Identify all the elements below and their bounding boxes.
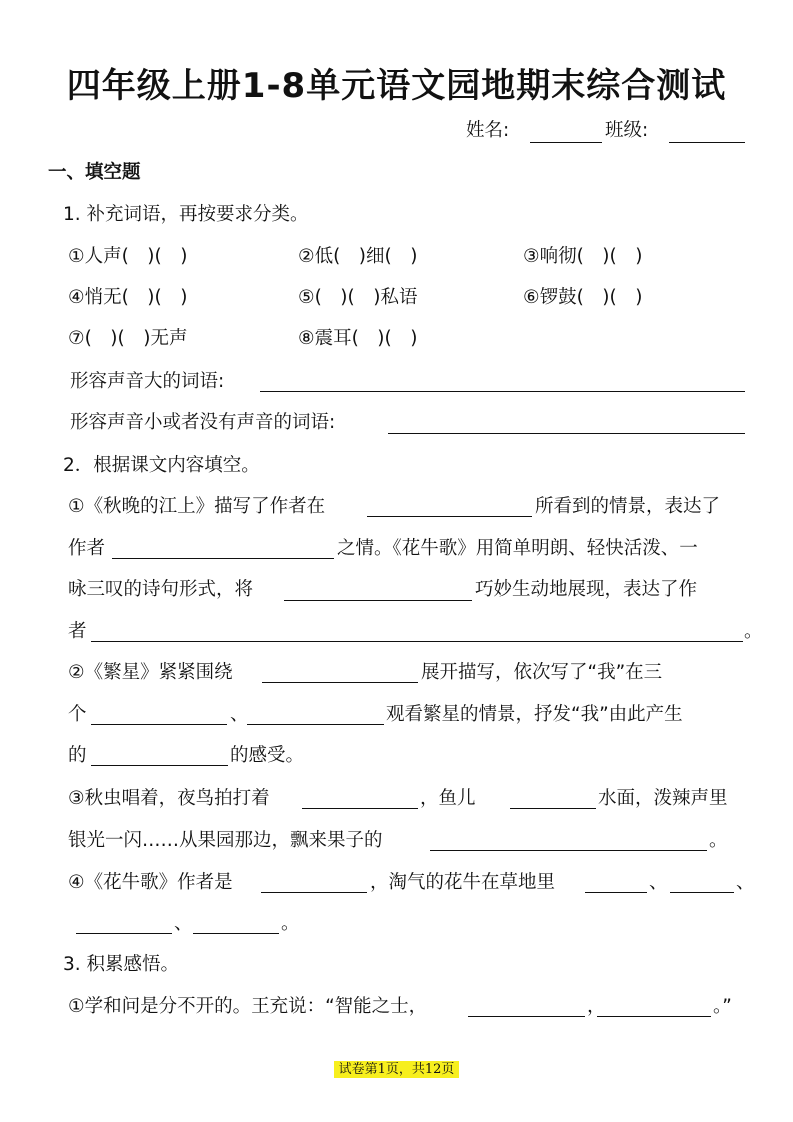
q2-p1-text-e: 咏三叹的诗句形式，将	[68, 579, 254, 600]
q2-p4-blank-3[interactable]	[670, 892, 734, 893]
page-footer	[0, 1058, 793, 1077]
q2-p2-blank-4[interactable]	[91, 765, 228, 766]
q2-p2-blank-2[interactable]	[91, 724, 227, 725]
q2-p1-blank-3[interactable]	[284, 600, 472, 601]
q1-item-5: ⑤( )( )私语	[298, 287, 418, 308]
section-heading: 一、填空题	[48, 162, 141, 183]
q3-p1-text-b: ，	[587, 996, 606, 1017]
q2-p1-text-d: 之情。《花牛歌》用简单明朗、轻快活泼、一	[337, 538, 698, 559]
q2-p3-text-e: 。	[709, 830, 728, 851]
page-title: 四年级上册1-8单元语文园地期末综合测试	[66, 66, 727, 106]
q1-item-2: ②低( )细( )	[298, 246, 418, 267]
q2-p4-blank-4[interactable]	[76, 933, 172, 934]
q2-p1-blank-4[interactable]	[91, 641, 743, 642]
q2-p3-text-a: ③秋虫唱着，夜鸟拍打着	[68, 788, 270, 809]
q2-p3-text-b: ，鱼儿	[420, 788, 476, 809]
q1-quiet-blank[interactable]	[388, 433, 745, 434]
q2-p3-blank-3[interactable]	[430, 850, 707, 851]
q2-p4-blank-5[interactable]	[193, 933, 279, 934]
q3-p1-text-a: ①学和问是分不开的。王充说：“智能之士，	[68, 996, 428, 1017]
q2-p1-text-f: 巧妙生动地展现，表达了作	[475, 579, 698, 600]
q1-item-1: ①人声( )( )	[68, 246, 188, 267]
q2-p1-text-b: 所看到的情景，表达了	[535, 496, 721, 517]
q2-p4-text-b: ，淘气的花牛在草地里	[370, 872, 556, 893]
q2-p2-text-f: 的	[68, 745, 87, 766]
q2-p3-text-c: 水面，泼辣声里	[598, 788, 728, 809]
q2-p4-text-c: 、	[649, 872, 668, 893]
class-label: 班级:	[605, 120, 649, 141]
q1-item-7: ⑦( )( )无声	[68, 328, 188, 349]
name-blank[interactable]	[530, 142, 602, 143]
question-1-stem: 1. 补充词语，再按要求分类。	[63, 204, 309, 225]
q2-p3-text-d: 银光一闪……从果园那边，飘来果子的	[68, 830, 383, 851]
q1-item-8: ⑧震耳( )( )	[298, 328, 418, 349]
q2-p1-text-a: ①《秋晚的江上》描写了作者在	[68, 496, 326, 517]
q2-p2-text-g: 的感受。	[230, 745, 305, 766]
q2-p4-text-a: ④《花牛歌》作者是	[68, 872, 233, 893]
q2-p1-blank-1[interactable]	[367, 516, 532, 517]
q2-p4-text-d: 、	[736, 872, 755, 893]
q2-p2-text-d: 、	[230, 704, 249, 725]
q2-p2-text-b: 展开描写，依次写了“我”在三	[421, 662, 663, 683]
class-blank[interactable]	[669, 142, 745, 143]
q2-p2-text-a: ②《繁星》紧紧围绕	[68, 662, 233, 683]
q1-loud-label: 形容声音大的词语:	[70, 371, 225, 392]
q1-item-4: ④悄无( )( )	[68, 287, 188, 308]
q2-p3-blank-1[interactable]	[302, 808, 418, 809]
q2-p1-text-h: 。	[744, 621, 763, 642]
q2-p2-blank-3[interactable]	[247, 724, 384, 725]
q2-p2-text-e: 观看繁星的情景，抒发“我”由此产生	[386, 704, 683, 725]
q3-p1-blank-2[interactable]	[597, 1016, 711, 1017]
q1-item-3: ③响彻( )( )	[523, 246, 643, 267]
q2-p1-blank-2[interactable]	[112, 558, 334, 559]
q2-p4-text-e: 、	[174, 913, 193, 934]
q2-p3-blank-2[interactable]	[510, 808, 596, 809]
question-2-stem: 2．根据课文内容填空。	[63, 455, 260, 476]
q2-p1-text-c: 作者	[68, 538, 106, 559]
name-label: 姓名:	[466, 120, 510, 141]
q2-p4-text-f: 。	[281, 913, 300, 934]
q1-quiet-label: 形容声音小或者没有声音的词语:	[70, 412, 336, 433]
q1-item-6: ⑥锣鼓( )( )	[523, 287, 643, 308]
page-number: 试卷第1页，共12页	[334, 1061, 460, 1078]
q2-p1-text-g: 者	[68, 621, 87, 642]
q2-p4-blank-2[interactable]	[585, 892, 647, 893]
q3-p1-blank-1[interactable]	[468, 1016, 585, 1017]
q2-p2-text-c: 个	[68, 704, 87, 725]
q1-loud-blank[interactable]	[260, 391, 745, 392]
q2-p2-blank-1[interactable]	[262, 682, 418, 683]
question-3-stem: 3. 积累感悟。	[63, 954, 180, 975]
q3-p1-text-c: 。”	[713, 996, 732, 1017]
q2-p4-blank-1[interactable]	[261, 892, 367, 893]
